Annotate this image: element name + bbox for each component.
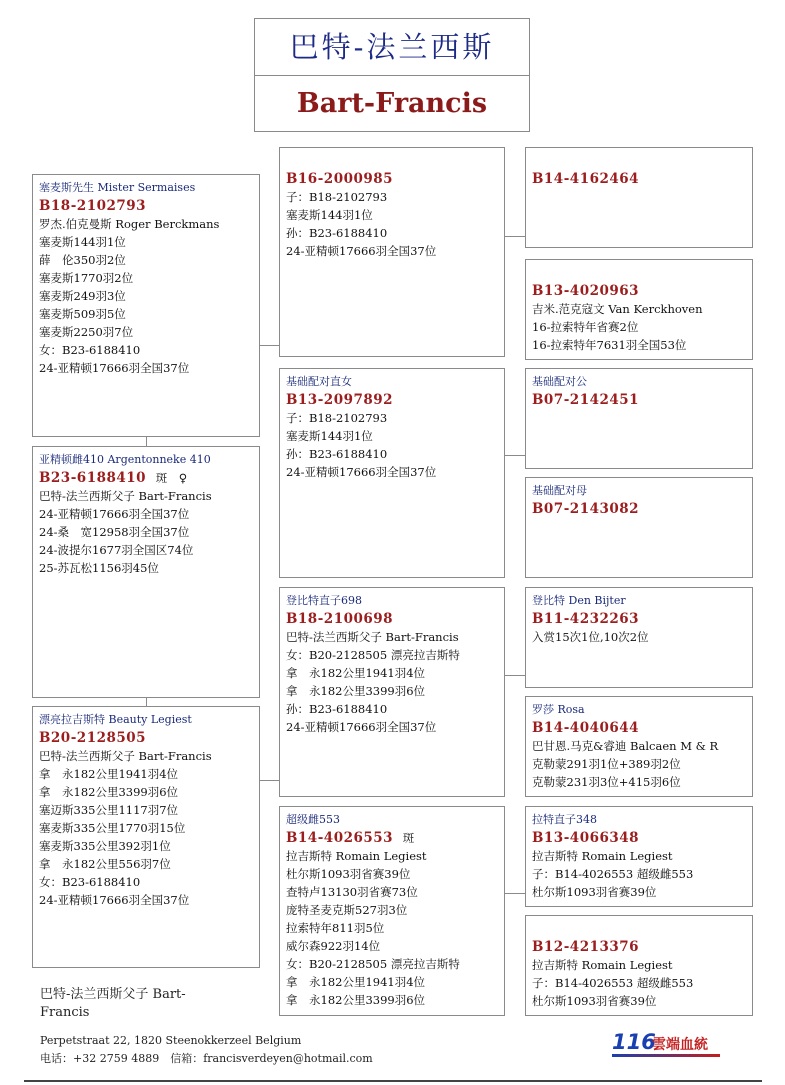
detail-line: 拿 永182公里1941羽4位	[39, 767, 179, 781]
detail-line: 塞麦斯249羽3位	[39, 289, 126, 303]
detail-line: 16-拉索特年省赛2位	[532, 320, 639, 334]
detail-line: 子：B18-2102793	[286, 190, 388, 204]
connector	[505, 893, 525, 894]
detail-line: 塞麦斯144羽1位	[286, 208, 373, 222]
detail-line: 入赏15次1位,10次2位	[532, 630, 649, 644]
detail-line: 25-苏瓦松1156羽45位	[39, 561, 159, 575]
detail-line: 塞麦斯335公里392羽1位	[39, 839, 171, 853]
pedigree-box-sire-dam	[279, 368, 505, 578]
bird-name: 漂亮拉吉斯特 Beauty Legiest	[39, 713, 192, 726]
detail-line: 薛 伦350羽2位	[39, 253, 126, 267]
bird-details	[286, 847, 498, 1009]
ring-number: B13-2097892	[286, 392, 394, 408]
owner-contact-block	[40, 1032, 373, 1068]
bird-details	[532, 847, 746, 901]
bird-name: 基础配对母	[532, 484, 587, 497]
detail-line: 威尔森922羽14位	[286, 939, 381, 953]
title-english: Bart-Francis	[296, 88, 488, 119]
pedigree-box-sss	[525, 147, 753, 248]
title-chinese: 巴特-法兰西斯	[255, 19, 529, 76]
bird-name: 基础配对公	[532, 375, 587, 388]
bird-name: 罗莎 Rosa	[532, 703, 585, 716]
detail-line: 罗杰.伯克曼斯 Roger Berckmans	[39, 217, 220, 231]
detail-line: 拿 永182公里3399羽6位	[39, 785, 179, 799]
detail-line: 拿 永182公里3399羽6位	[286, 993, 426, 1007]
connector	[260, 780, 279, 781]
bird-name: 亚精顿雌410 Argentonneke 410	[39, 453, 211, 466]
detail-line: 24-亚精顿17666羽全国37位	[39, 507, 190, 521]
bird-details	[532, 956, 746, 1010]
owner-contact: 电话：+32 2759 4889 信箱：francisverdeyen@hotmail.com	[40, 1052, 373, 1065]
bird-details	[39, 215, 253, 377]
bird-name: 登比特直子698	[286, 594, 362, 607]
pedigree-header	[254, 18, 530, 132]
detail-line: 杜尔斯1093羽省赛39位	[532, 994, 657, 1008]
detail-line: 庞特圣麦克斯527羽3位	[286, 903, 408, 917]
detail-line: 巴特-法兰西斯父子 Bart-Francis	[39, 749, 212, 763]
connector	[260, 345, 279, 346]
detail-line: 孙：B23-6188410	[286, 702, 388, 716]
ring-number: B23-6188410	[39, 470, 147, 486]
detail-line: 24-亚精顿17666羽全国37位	[286, 244, 437, 258]
bird-details	[39, 487, 253, 577]
detail-line: 拿 永182公里1941羽4位	[286, 975, 426, 989]
detail-line: 拿 永182公里556羽7位	[39, 857, 171, 871]
bird-details	[39, 747, 253, 909]
connector	[146, 437, 147, 446]
ring-number: B14-4026553	[286, 830, 394, 846]
ring-number: B16-2000985	[286, 171, 394, 187]
pedigree-box-ddd	[525, 915, 753, 1016]
detail-line: 24-亚精顿17666羽全国37位	[286, 720, 437, 734]
detail-line: 塞麦斯1770羽2位	[39, 271, 134, 285]
detail-line: 孙：B23-6188410	[286, 226, 388, 240]
detail-line: 塞麦斯2250羽7位	[39, 325, 134, 339]
detail-line: 女：B20-2128505 漂亮拉吉斯特	[286, 957, 460, 971]
detail-line: 24-亚精顿17666羽全国37位	[39, 361, 190, 375]
detail-line: 塞麦斯144羽1位	[39, 235, 126, 249]
ring-number: B13-4020963	[532, 283, 640, 299]
detail-line: 子：B14-4026553 超级雌553	[532, 976, 694, 990]
detail-line: 拿 永182公里3399羽6位	[286, 684, 426, 698]
bottom-divider	[24, 1080, 762, 1082]
pedigree-box-sire	[32, 174, 260, 437]
detail-line: 孙：B23-6188410	[286, 447, 388, 461]
connector	[505, 236, 525, 237]
detail-line: 塞迈斯335公里1117羽7位	[39, 803, 179, 817]
detail-line: 拉吉斯特 Romain Legiest	[532, 849, 673, 863]
detail-line: 克勒蒙231羽3位+415羽6位	[532, 775, 681, 789]
pedigree-box-dam	[32, 706, 260, 968]
pedigree-box-sire-sire	[279, 147, 505, 357]
detail-line: 女：B23-6188410	[39, 875, 141, 889]
logo-underline	[612, 1054, 720, 1057]
detail-line: 塞麦斯335公里1770羽15位	[39, 821, 186, 835]
connector	[505, 455, 525, 456]
detail-line: 24-波提尔1677羽全国区74位	[39, 543, 194, 557]
detail-line: 16-拉索特年7631羽全国53位	[532, 338, 687, 352]
detail-line: 查特卢13130羽省赛73位	[286, 885, 418, 899]
bird-name: 塞麦斯先生 Mister Sermaises	[39, 181, 196, 194]
ring-number: B13-4066348	[532, 830, 640, 846]
connector	[146, 698, 147, 706]
pedigree-box-dam-sire	[279, 587, 505, 797]
detail-line: 吉米.范克寇文 Van Kerckhoven	[532, 302, 703, 316]
ring-number: B07-2142451	[532, 392, 640, 408]
pedigree-box-sdd	[525, 477, 753, 578]
logo-text: 雲端血統	[652, 1037, 708, 1053]
bird-name: 超级雌553	[286, 813, 340, 826]
detail-line: 杜尔斯1093羽省赛39位	[286, 867, 411, 881]
bird-details	[532, 737, 746, 791]
detail-line: 巴特-法兰西斯父子 Bart-Francis	[286, 630, 459, 644]
pedigree-box-main	[32, 446, 260, 698]
connector	[505, 675, 525, 676]
detail-line: 拿 永182公里1941羽4位	[286, 666, 426, 680]
detail-line: 杜尔斯1093羽省赛39位	[532, 885, 657, 899]
ring-row	[39, 469, 253, 487]
detail-line: 24-桑 宽12958羽全国37位	[39, 525, 190, 539]
ring-number: B12-4213376	[532, 939, 640, 955]
logo-number: 116	[612, 1030, 656, 1054]
bird-name: 登比特 Den Bijter	[532, 594, 626, 607]
ring-number: B11-4232263	[532, 611, 640, 627]
owner-address: Perpetstraat 22, 1820 Steenokkerzeel Belgium	[40, 1034, 302, 1047]
ring-number: B18-2102793	[39, 198, 147, 214]
detail-line: 巴特-法兰西斯父子 Bart-Francis	[39, 489, 212, 503]
bird-details	[532, 300, 746, 354]
detail-line: 拉索特年811羽5位	[286, 921, 385, 935]
detail-line: 塞麦斯144羽1位	[286, 429, 373, 443]
pedigree-box-dds	[525, 806, 753, 907]
bird-details	[286, 628, 498, 736]
ring-number: B14-4162464	[532, 171, 640, 187]
owner-name: 巴特-法兰西斯父子 Bart-Francis	[40, 987, 186, 1020]
ring-number: B14-4040644	[532, 720, 640, 736]
detail-line: 塞麦斯509羽5位	[39, 307, 126, 321]
bird-name: 拉特直子348	[532, 813, 597, 826]
pedigree-box-dam-dam	[279, 806, 505, 1016]
brand-logo	[612, 1030, 722, 1056]
pedigree-box-dsd	[525, 696, 753, 797]
detail-line: 24-亚精顿17666羽全国37位	[286, 465, 437, 479]
pedigree-box-dss	[525, 587, 753, 688]
bird-details	[286, 188, 498, 260]
ring-number: B07-2143082	[532, 501, 640, 517]
detail-line: 女：B23-6188410	[39, 343, 141, 357]
bird-details	[532, 628, 746, 646]
ring-suffix: 斑 ♀	[155, 471, 188, 485]
ring-number: B18-2100698	[286, 611, 394, 627]
detail-line: 24-亚精顿17666羽全国37位	[39, 893, 190, 907]
detail-line: 巴甘恩.马克&睿迪 Balcaen M & R	[532, 739, 719, 753]
pedigree-box-ssd	[525, 259, 753, 360]
ring-number: B20-2128505	[39, 730, 147, 746]
ring-row	[286, 829, 498, 847]
bird-details	[286, 409, 498, 481]
detail-line: 克勒蒙291羽1位+389羽2位	[532, 757, 681, 771]
detail-line: 女：B20-2128505 漂亮拉吉斯特	[286, 648, 460, 662]
detail-line: 拉吉斯特 Romain Legiest	[286, 849, 427, 863]
pedigree-box-sds	[525, 368, 753, 469]
bird-name: 基础配对直女	[286, 375, 352, 388]
detail-line: 子：B18-2102793	[286, 411, 388, 425]
ring-suffix: 斑	[402, 831, 415, 845]
detail-line: 子：B14-4026553 超级雌553	[532, 867, 694, 881]
detail-line: 拉吉斯特 Romain Legiest	[532, 958, 673, 972]
